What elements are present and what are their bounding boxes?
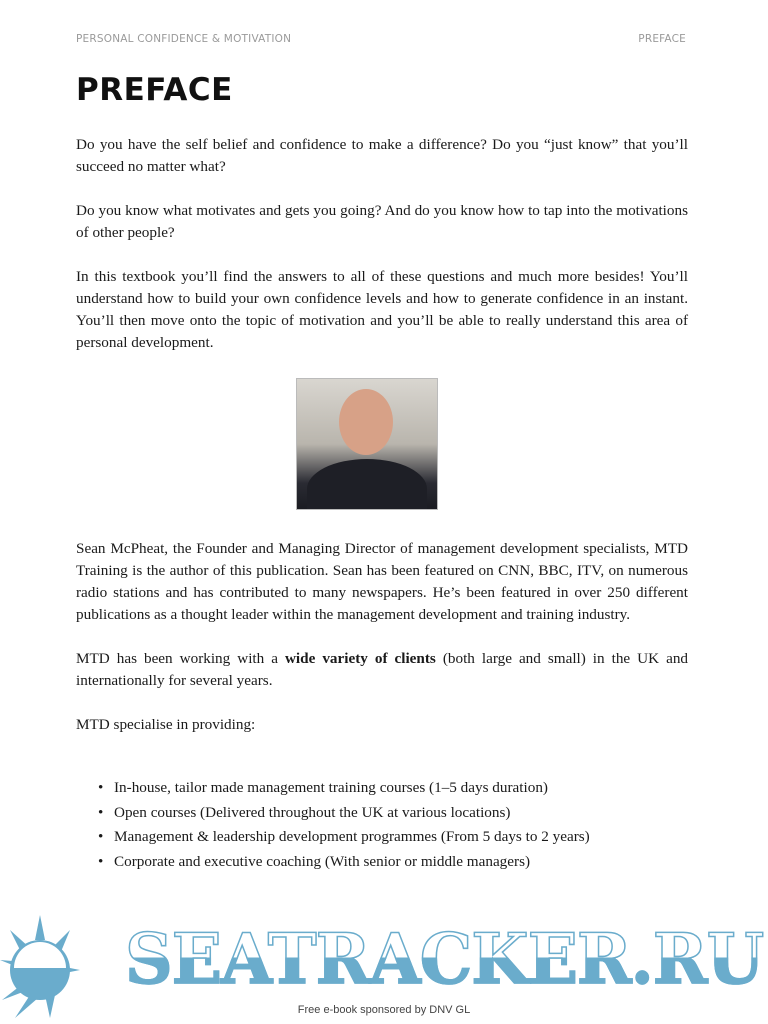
text: MTD has been working with a [76,650,285,667]
bold-text: wide variety of clients [284,650,436,667]
photo-head [339,389,393,455]
list-item: • Open courses (Delivered throughout the UK at various locations) [114,801,590,826]
list-item: • Management & leadership development programmes (From 5 days to 2 years) [114,825,590,850]
page-title: PREFACE [76,72,233,108]
author-text [76,538,688,758]
author-paragraph: Sean McPheat, the Founder and Managing Director of management development specialists, MTD Training is the author of this publication. Sean has been featured on CNN, BBC, ITV, on numerous radio stations and has contributed to many newspapers. He’s been featured in over 250 different publications as a thought leader within the management development and training industry. [76,540,688,623]
running-header-section: PREFACE [638,33,686,45]
clients-paragraph [76,648,688,692]
list-item: • Corporate and executive coaching (With senior or middle managers) [114,850,590,875]
paragraph: In this textbook you’ll find the answers to all of these questions and much more besides! You’ll understand how to build your own confidence levels and how to generate confidence in an instant. You’ll then move onto the topic of motivation and you’ll be able to really understand this area of personal development. [76,268,688,351]
photo-torso [307,459,427,510]
paragraph: Do you have the self belief and confidence to make a difference? Do you “just know” that you’ll succeed no matter what? [76,136,688,175]
watermark-logo: SEATRACKER.RU [125,918,764,1000]
list-item: • In-house, tailor made management training courses (1–5 days duration) [114,776,590,801]
services-list [114,776,590,874]
running-header-book-title: PERSONAL CONFIDENCE & MOTIVATION [76,33,292,45]
intro-text [76,134,688,376]
sponsor-note: Free e-book sponsored by DNV GL [297,1004,471,1016]
text: (both large and small) in the UK and internationally for several years. [76,650,689,689]
paragraph: Do you know what motivates and gets you going? And do you know how to tap into the motivations of other people? [76,202,688,241]
specialise-intro: MTD specialise in providing: [76,716,256,733]
author-photo [296,378,438,510]
